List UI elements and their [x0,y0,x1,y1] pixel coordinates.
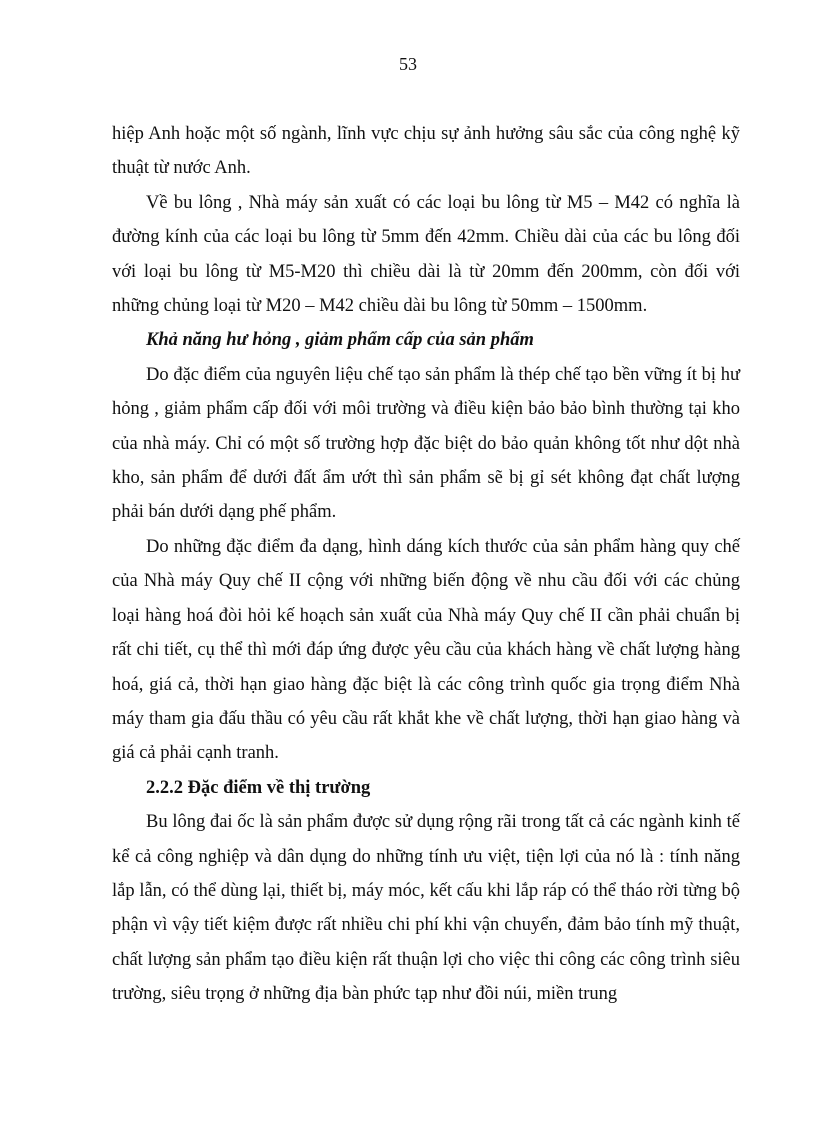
paragraph-market: Bu lông đai ốc là sản phẩm được sử dụng rộng rãi trong tất cả các ngành kinh tế kể cả công nghiệp và dân dụng do những tính ưu việt, tiện lợi của nó là : tính năng lắp lẫn, có thể dùng lại, thiết bị, máy móc, kết cấu khi lắp ráp có thể tháo rời từng bộ phận vì vậy tiết kiệm được rất nhiều chi phí khi vận chuyển, đảm bảo tính mỹ thuật, chất lượng sản phẩm tạo điều kiện rất thuận lợi cho việc thi công các công trình siêu trường, siêu trọng ở những địa bàn phức tạp như đồi núi, miền trung [112,812,740,1005]
subheading-damage: Khả năng hư hỏng , giảm phẩm cấp của sản phẩm [146,330,534,351]
paragraph-production-planning: Do những đặc điểm đa dạng, hình dáng kích thước của sản phẩm hàng quy chế của Nhà máy Quy chế II cộng với những biến động về nhu cầu đối với các chủng loại hàng hoá đòi hỏi kế hoạch sản xuất của Nhà máy Quy chế II cần phải chuẩn bị rất chi tiết, cụ thể thì mới đáp ứng được yêu cầu của khách hàng về chất lượng hàng hoá, giá cả, thời hạn giao hàng đặc biệt là các công trình quốc gia trọng điểm Nhà máy tham gia đấu thầu có yêu cầu rất khắt khe về chất lượng, thời hạn giao hàng và giá cả phải cạnh tranh. [112,536,740,764]
paragraph-continuation: hiệp Anh hoặc một số ngành, lĩnh vực chịu sự ảnh hưởng sâu sắc của công nghệ kỹ thuật từ nước Anh. [112,124,740,179]
section-heading-market: 2.2.2 Đặc điểm về thị trường [146,777,371,798]
body-text [112,117,740,1012]
paragraph-bolt-sizes: Về bu lông , Nhà máy sản xuất có các loại bu lông từ M5 – M42 có nghĩa là đường kính của các loại bu lông từ 5mm đến 42mm. Chiều dài của các bu lông đối với loại bu lông từ M5-M20 thì chiều dài là từ 20mm đến 200mm, còn đối với những chủng loại từ M20 – M42 chiều dài bu lông từ 50mm – 1500mm. [112,192,740,317]
paragraph-damage: Do đặc điểm của nguyên liệu chế tạo sản phẩm là thép chế tạo bền vững ít bị hư hỏng , giảm phẩm cấp đối với môi trường và điều kiện bảo bảo bình thường tại kho của nhà máy. Chỉ có một số trường hợp đặc biệt do bảo quản không tốt như dột nhà kho, sản phẩm để dưới đất ẩm ướt thì sản phẩm sẽ bị gỉ sét không đạt chất lượng phải bán dưới dạng phế phẩm. [112,364,740,523]
page-number: 53 [399,54,417,74]
